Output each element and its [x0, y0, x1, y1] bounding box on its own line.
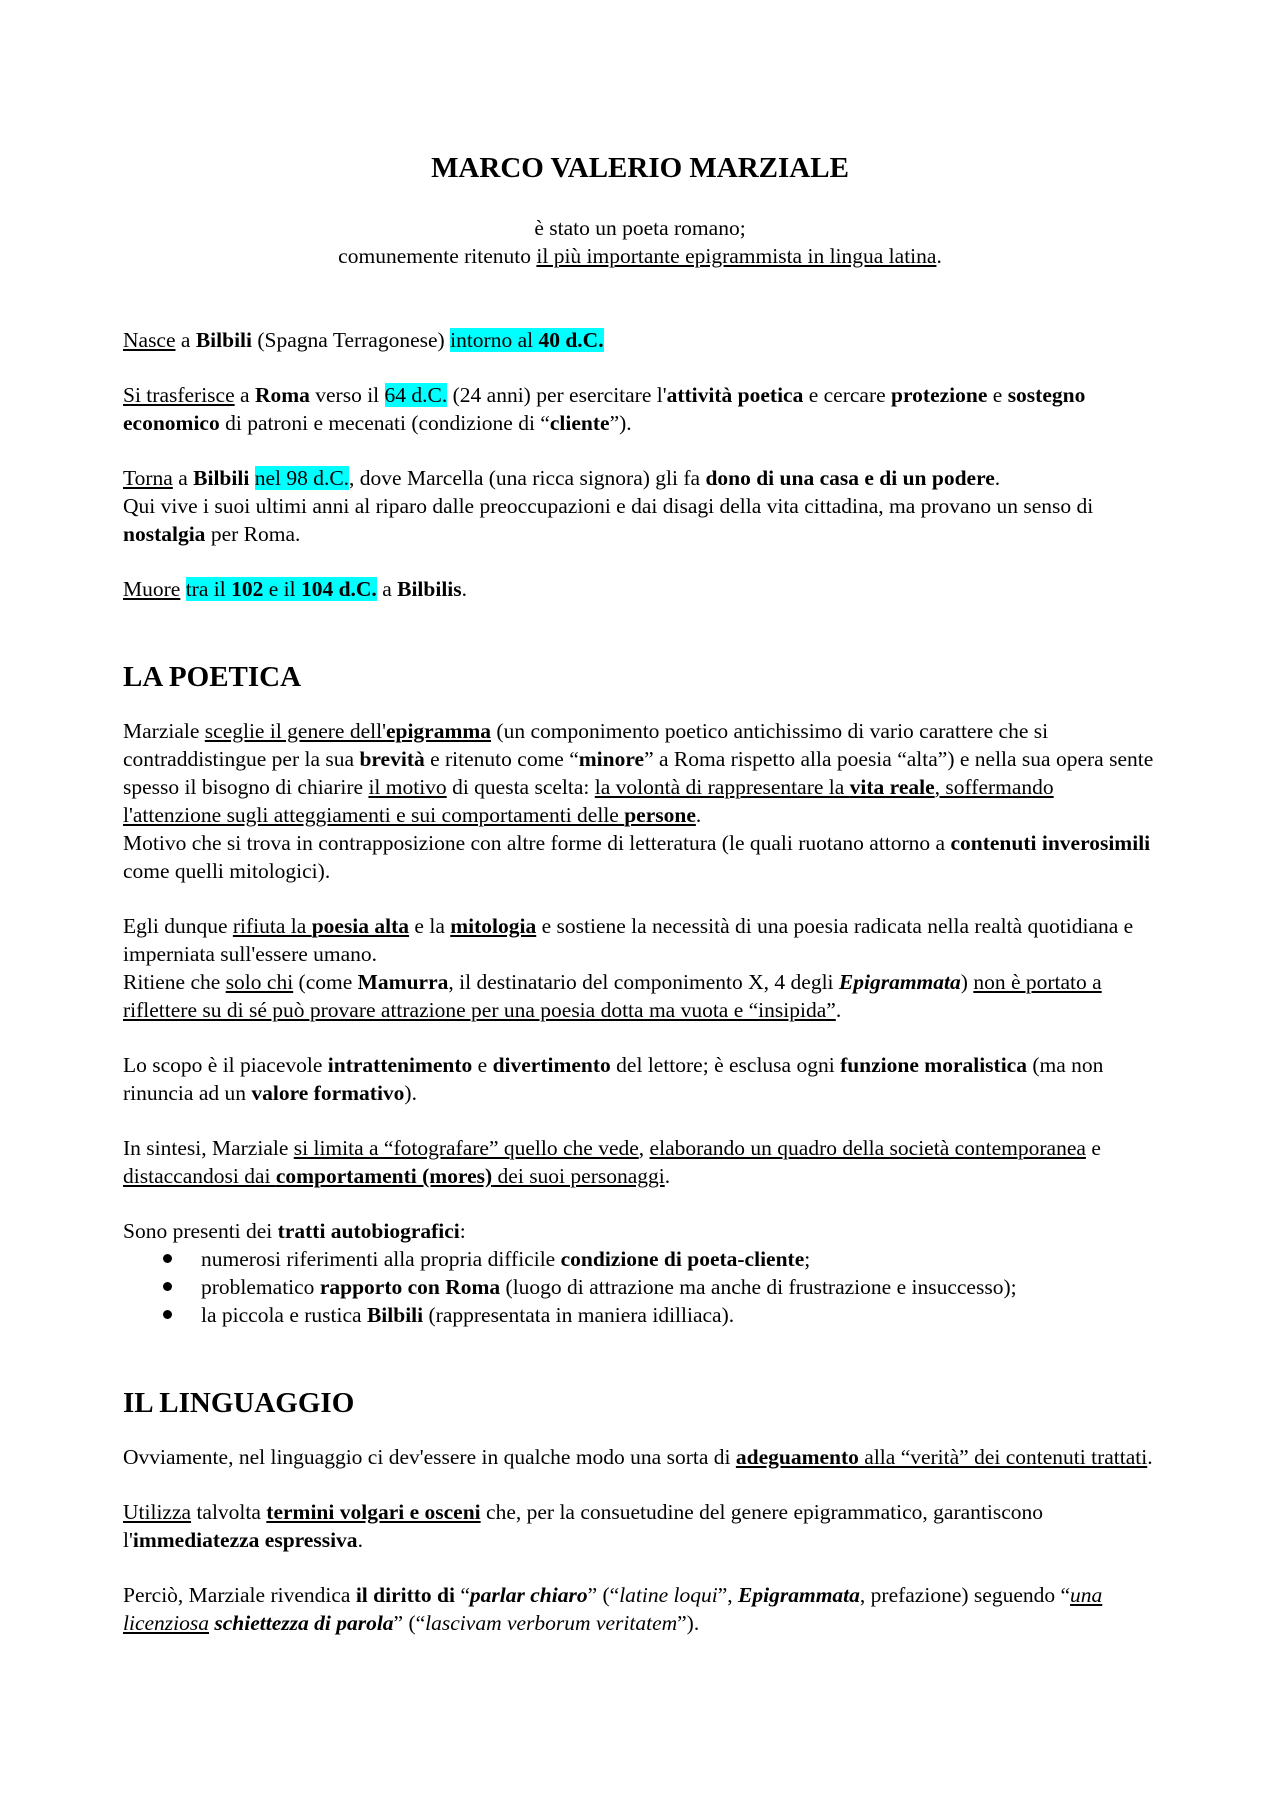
list-item: la piccola e rustica Bilbili (rappresentata in maniera idilliaca). [163, 1301, 1157, 1329]
highlight-date: nel 98 d.C. [254, 466, 350, 490]
subtitle-line-1: è stato un poeta romano; [534, 216, 746, 240]
page-title: MARCO VALERIO MARZIALE [431, 152, 849, 184]
poetica-paragraph-summary: In sintesi, Marziale si limita a “fotografare” quello che vede, elaborando un quadro della società contemporanea e distaccandosi dai comportamenti (mores) dei suoi personaggi. [123, 1136, 1101, 1188]
linguaggio-paragraph-claim: Perciò, Marziale rivendica il diritto di “parlar chiaro” (“latine loqui”, Epigrammata, prefazione) seguendo “una licenziosa schiettezza di parola” (“lascivam verborum veritatem”). [123, 1583, 1103, 1635]
list-item: numerosi riferimenti alla propria difficile condizione di poeta-cliente; [163, 1245, 1157, 1273]
poetica-paragraph-autobiography: Sono presenti dei tratti autobiografici: [123, 1219, 466, 1243]
bio-paragraph-return: Torna a Bilbili nel 98 d.C., dove Marcella (una ricca signora) gli fa dono di una casa e di un podere. Qui vive i suoi ultimi anni al riparo dalle preoccupazioni e dai disagi della vita cittadina, ma provano un senso di nostalgia per Roma. [123, 466, 1094, 546]
poetica-paragraph-purpose: Lo scopo è il piacevole intrattenimento e divertimento del lettore; è esclusa ogni funzione moralistica (ma non rinuncia ad un valore formativo). [123, 1053, 1104, 1105]
highlight-date: 64 d.C. [384, 383, 448, 407]
section-heading-poetica: LA POETICA [123, 661, 302, 693]
section-heading-linguaggio: IL LINGUAGGIO [123, 1387, 355, 1419]
bio-paragraph-rome: Si trasferisce a Roma verso il 64 d.C. (24 anni) per esercitare l'attività poetica e cercare protezione e sostegno economico di patroni e mecenati (condizione di “cliente”). [123, 383, 1086, 435]
poetica-paragraph-genre: Marziale sceglie il genere dell'epigramma (un componimento poetico antichissimo di vario carattere che si contraddistingue per la sua brevità e ritenuto come “minore” a Roma rispetto alla poesia “alta”) e nella sua opera sente spesso il bisogno di chiarire il motivo di questa scelta: la volontà di rappresentare la vita reale, soffermando l'attenzione sugli atteggiamenti e sui comportamenti delle persone. Motivo che si trova in contrapposizione con altre forme di letteratura (le quali ruotano attorno a contenuti inverosimili come quelli mitologici). [123, 719, 1154, 883]
bio-paragraph-death: Muore tra il 102 e il 104 d.C. a Bilbilis. [123, 577, 468, 601]
linguaggio-paragraph-vulgar: Utilizza talvolta termini volgari e osceni che, per la consuetudine del genere epigrammatico, garantiscono l'immediatezza espressiva. [123, 1500, 1044, 1552]
highlight-date: tra il 102 e il 104 d.C. [185, 577, 377, 601]
bio-paragraph-birth: Nasce a Bilbili (Spagna Terragonese) intorno al 40 d.C. [123, 328, 604, 352]
subtitle-line-2: comunemente ritenuto il più importante epigrammista in lingua latina. [338, 244, 942, 268]
autobiographical-list [123, 1245, 1157, 1329]
list-item: problematico rapporto con Roma (luogo di attrazione ma anche di frustrazione e insuccesso); [163, 1273, 1157, 1301]
poetica-paragraph-rejection: Egli dunque rifiuta la poesia alta e la mitologia e sostiene la necessità di una poesia radicata nella realtà quotidiana e imperniata sull'essere umano. Ritiene che solo chi (come Mamurra, il destinatario del componimento X, 4 degli Epigrammata) non è portato a riflettere su di sé può provare attrazione per una poesia dotta ma vuota e “insipida”. [123, 914, 1134, 1022]
linguaggio-paragraph-adequacy: Ovviamente, nel linguaggio ci dev'essere in qualche modo una sorta di adeguamento alla “verità” dei contenuti trattati. [123, 1445, 1153, 1469]
highlight-date: intorno al 40 d.C. [450, 328, 604, 352]
